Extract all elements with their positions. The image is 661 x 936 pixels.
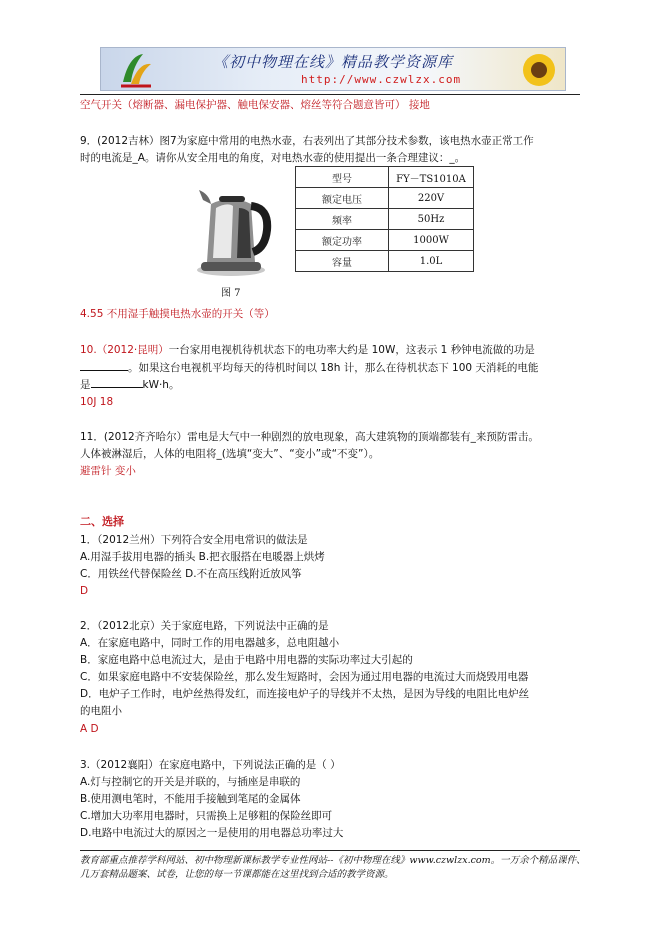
q10-answer: 10J 18 [80, 396, 114, 408]
q10-text1: 一台家用电视机待机状态下的电功率大约是 10W，这表示 1 秒钟电流做的功是 [168, 344, 535, 356]
q10-line2 [80, 360, 538, 376]
s2-q2-option: D．电炉子工作时，电炉丝热得发红，而连接电炉子的导线并不太热，是因为导线的电阻比电炉丝 [80, 688, 530, 700]
section-heading: 二、选择 [80, 515, 124, 528]
q11-answer: 避雷针 变小 [80, 465, 136, 477]
q10-text3b: kW·h。 [142, 379, 180, 391]
s2-q2-option: B．家庭电路中总电流过大，是由于电路中用电器的实际功率过大引起的 [80, 654, 413, 666]
q11-line1: 11．(2012齐齐哈尔）雷电是大气中一种剧烈的放电现象，高大建筑物的顶端都装有_来预防雷击。 [80, 431, 539, 443]
s2-q2-option: C．如果家庭电路中不安装保险丝，那么发生短路时，会因为通过用电器的电流过大而烧毁用电器 [80, 671, 529, 683]
table-row [296, 230, 474, 251]
sunflower-icon [519, 50, 559, 90]
table-row [296, 209, 474, 230]
spec-key: 型号 [296, 167, 389, 188]
footer [80, 854, 590, 882]
q10-line1 [80, 343, 535, 358]
s2-q3-option: B.使用测电笔时，不能用手接触到笔尾的金属体 [80, 793, 301, 805]
s2-q2-option: 的电阻小 [80, 705, 122, 717]
s2-q1-option: A.用湿手拔用电器的插头 B.把衣服搭在电暖器上烘烤 [80, 551, 325, 563]
kettle-image [193, 178, 273, 278]
q9-line1: 9．(2012吉林）图7为家庭中常用的电热水壶，右表列出了其部分技术参数，该电热水壶正常工作 [80, 135, 534, 147]
s2-q2-stem: 2．（2012北京）关于家庭电路，下列说法中正确的是 [80, 620, 329, 632]
spec-key: 额定电压 [296, 188, 389, 209]
answer-blank [91, 377, 143, 388]
spec-value: 50Hz [389, 209, 474, 230]
table-row [296, 251, 474, 272]
s2-q3-option: C.增加大功率用电器时，只需换上足够粗的保险丝即可 [80, 810, 333, 822]
s2-q1-option: C．用铁丝代替保险丝 D.不在高压线附近放风筝 [80, 568, 302, 580]
spec-value: 1000W [389, 230, 474, 251]
spec-value: 220V [389, 188, 474, 209]
q10-text2: 。如果这台电视机平均每天的待机时间以 18h 计，那么在待机状态下 100 天消耗的电能 [128, 362, 539, 374]
s2-q1-stem: 1．（2012兰州）下列符合安全用电常识的做法是 [80, 534, 308, 546]
spec-key: 频率 [296, 209, 389, 230]
footer-rule [80, 850, 580, 851]
footer-line1: 教育部重点推荐学科网站、初中物理新课标教学专业性网站--《初中物理在线》www.czwlzx.com。一万余个精品课件、 [80, 855, 586, 866]
header-banner [100, 47, 566, 91]
spec-key: 容量 [296, 251, 389, 272]
s2-q3-option: D.电路中电流过大的原因之一是使用的用电器总功率过大 [80, 827, 344, 839]
q10-line3 [80, 377, 179, 393]
q9-answer: 4.55 不用湿手触摸电热水壶的开关（等） [80, 308, 275, 320]
spec-table [295, 166, 474, 272]
s2-q3-stem: 3.（2012襄阳）在家庭电路中，下列说法正确的是（ ） [80, 759, 341, 771]
banner-title: 《初中物理在线》精品教学资源库 [213, 53, 454, 71]
q10-prefix: 10.（2012·昆明） [80, 344, 169, 356]
table-row [296, 188, 474, 209]
answer-prev: 空气开关（熔断器、漏电保护器、触电保安器、熔丝等符合题意皆可） 接地 [80, 99, 430, 111]
footer-line2: 几万套精品题案、试卷，让您的每一节课都能在这里找到合适的教学资源。 [80, 869, 394, 880]
q9-line2: 时的电流是_A。请你从安全用电的角度，对电热水壶的使用提出一条合理建议：_。 [80, 152, 466, 164]
spec-key: 额定功率 [296, 230, 389, 251]
table-row [296, 167, 474, 188]
answer-blank [80, 360, 128, 371]
s2-q1-answer: D [80, 585, 89, 597]
spec-value: 1.0L [389, 251, 474, 272]
banner-url[interactable]: http://www.czwlzx.com [301, 73, 462, 86]
q10-text3a: 是 [80, 379, 91, 391]
s2-q3-option: A.灯与控制它的开关是并联的，与插座是串联的 [80, 776, 301, 788]
q11-line2: 人体被淋湿后，人体的电阻将_(选填“变大”、“变小”或“不变”）。 [80, 448, 380, 460]
s2-q2-option: A．在家庭电路中，同时工作的用电器越多，总电阻越小 [80, 637, 340, 649]
figure-label: 图 7 [221, 288, 241, 299]
spec-value: FY－TS1010A [389, 167, 474, 188]
s2-q2-answer: A D [80, 723, 99, 735]
logo-icon [119, 52, 153, 88]
header-rule [80, 94, 580, 95]
